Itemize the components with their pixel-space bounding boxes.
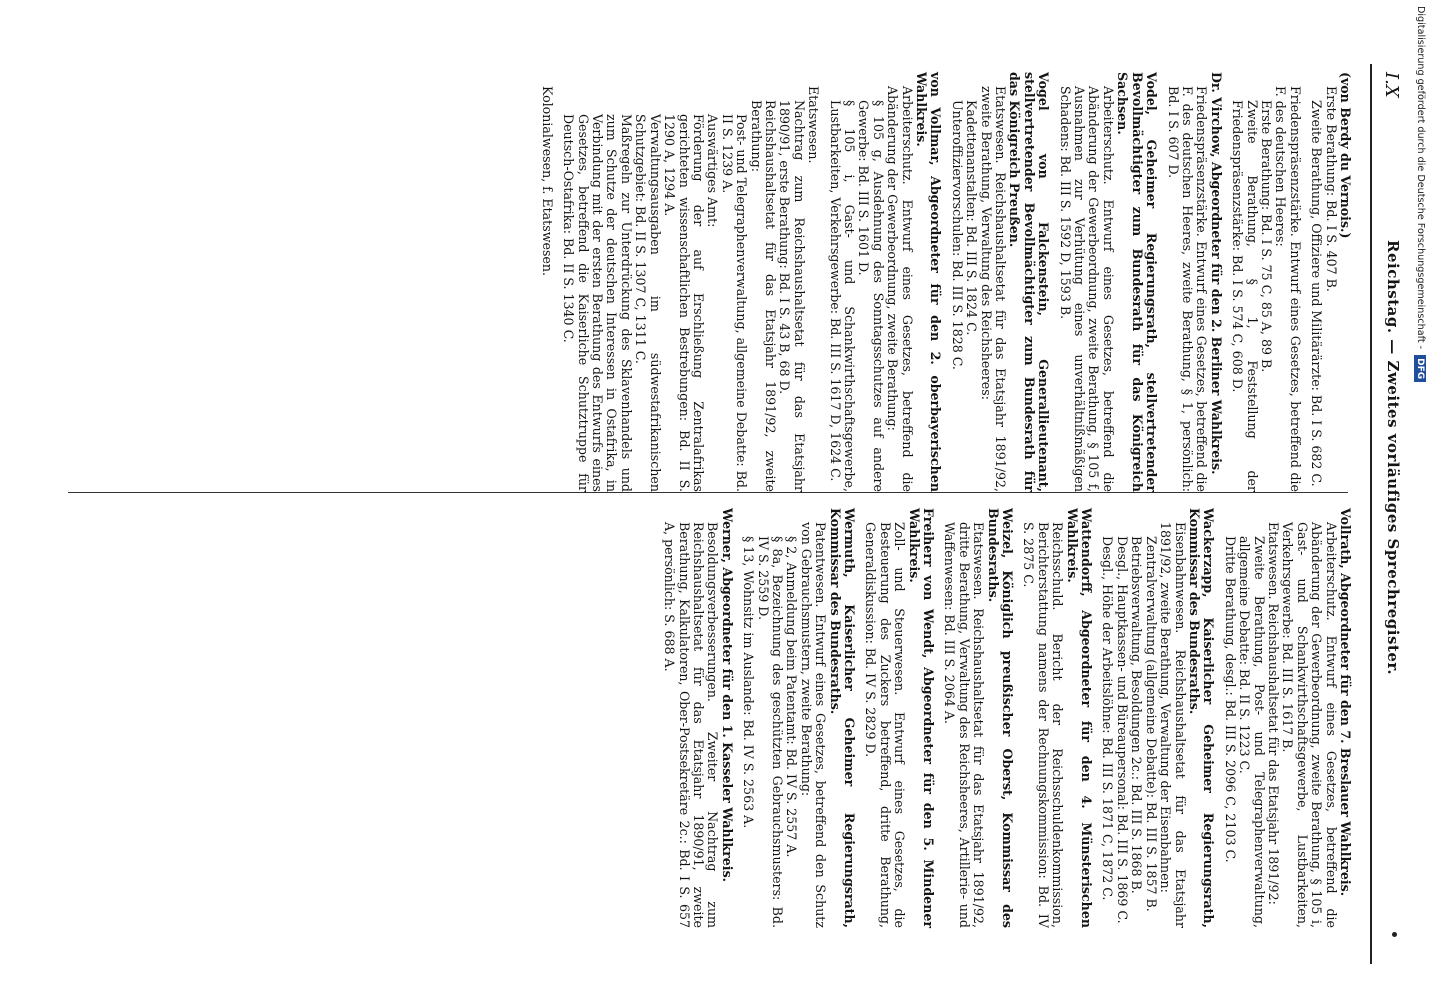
entry-line: Reichshaushaltsetat für das Etatsjahr 1891/92, zweite Berathung: (748, 100, 778, 492)
register-entry (1021, 508, 1093, 928)
speaker-name: Weizel, Königlich preußischer Oberst, Kommissar des Bundesraths. (985, 508, 1016, 928)
register-entry (1309, 72, 1352, 492)
entry-line: Besoldungsverbesserungen. Zweiter Nachtrag zum Reichshaushaltsetat für das Etatsjahr 1890/91, zweite Berathung, Kalkulatoren, Ober-Postsekretäre 2c.: Bd. I S. 657 A, persönlich: S. 688 A. (662, 522, 721, 928)
entry-line: Kolonialwesen, f. Etatswesen. (539, 86, 555, 276)
register-entry (741, 508, 856, 928)
digitization-note (1413, 6, 1427, 986)
speaker-name: Freiherr von Wendt, Abgeordneter für den 5. Mindener Wahlkreis. (906, 508, 937, 928)
register-entry (539, 72, 553, 492)
entry-line: Dritte Berathung, desgl.: Bd. III S. 2096 C, 2103 C. (1222, 536, 1238, 863)
entry-line: Reichsschuld. Bericht der Reichsschuldenkommission, Berichterstattung namens der Rechnungskommission: Bd. IV S. 2875 C. (1021, 522, 1066, 928)
entry-line: Patentwesen. Entwurf eines Gesetzes, betreffend den Schutz von Gebrauchsmustern, zweite Berathung: (798, 522, 829, 928)
page-number: I.X (1381, 72, 1402, 98)
register-entry (1100, 508, 1215, 928)
register-entry (662, 508, 734, 928)
entry-line: Nachtrag zum Reichshaushaltsetat für das Etatsjahr 1890/91, erste Berathung: Bd. I S. 43 B, 68 D. (777, 100, 807, 492)
speaker-name: Vodel, Geheimer Regierungsrath, stellvertretender Bevollmächtigter zum Bundesrath für das Königreich Sachsen. (1115, 72, 1160, 492)
speaker-name: Wattendorff, Abgeordneter für den 4. Münsterischen Wahlkreis. (1064, 508, 1095, 928)
register-entry (1230, 72, 1302, 492)
register-entry (949, 72, 1050, 492)
register-entry (1165, 72, 1223, 492)
left-column (72, 72, 1352, 492)
entry-line: Eisenbahnwesen. Reichshaushaltsetat für das Etatsjahr 1891/92, zweite Berathung, Verwaltung der Eisenbahnen: (1158, 522, 1188, 928)
header-rule (1370, 64, 1372, 964)
entry-line: Arbeiterschutz. Entwurf eines Gesetzes, betreffend die Abänderung der Gewerbeordnung, zweite Berathung, § 105 f, Ausnahmen zur Verhütung eines unverhältnißmäßigen Schadens: Bd. III S. 1592 D, 1593 B. (1057, 86, 1116, 492)
entry-line: Kadettenanstalten: Bd. III S. 1824 C. (964, 100, 980, 336)
column-divider (68, 492, 1348, 493)
entry-line: Zentralverwaltung (allgemeine Debatte): Bd. III S. 1857 B. (1143, 536, 1159, 912)
speaker-name: Dr. Virchow, Abgeordneter für den 2. Berliner Wahlkreis. (1208, 72, 1224, 475)
entry-line: Etatswesen. Reichshaushaltsetat für das Etatsjahr 1891/92, dritte Berathung, Verwaltung des Reichsheeres, Artillerie- und Waffenwesen: Bd. III S. 2064 A. (942, 522, 987, 928)
right-column (72, 508, 1352, 928)
dfg-logo: DFG (1414, 355, 1426, 382)
entry-line: Desgl., Höhe der Arbeitslöhne: Bd. III S. 1871 C, 1872 C. (1100, 536, 1116, 901)
register-entry (827, 72, 942, 492)
speaker-name: von Vollmar, Abgeordneter für den 2. oberbayerischen Wahlkreis. (914, 72, 944, 492)
speaker-name: Wermuth, Kaiserlicher Geheimer Regierungsrath, Kommissar des Bundesraths. (827, 508, 857, 928)
entry-line: Arbeiterschutz. Entwurf eines Gesetzes, betreffend die Abänderung der Gewerbeordnung, zweite Berathung, § 105 i, Gast- und Schankwirthschaftsgewerbe, Lustbarkeiten, Verkehrsgewerbe: Bd. III S. 1617 B. (1280, 522, 1339, 928)
entry-line: Desgl., Hauptkassen- und Büreaupersonal: Bd. III S. 1869 C. (1114, 536, 1130, 924)
entry-line: Etatswesen. Reichshaushaltsetat für das Etatsjahr 1891/92: (1265, 522, 1281, 905)
speaker-name: Vogel von Falckenstein, Generallieutenant, stellvertretender Bevollmächtigter zum Bundesrath für das Königreich Preußen. (1007, 72, 1052, 492)
entry-line: Zweite Berathung, Offiziere und Militärärzte: Bd. I S. 682 C. (1309, 100, 1325, 487)
entry-line: Etatswesen. (806, 86, 822, 164)
register-entry (1222, 508, 1352, 928)
entry-line: Auswärtiges Amt: (705, 114, 721, 228)
entry-line: § 13, Wohnsitz im Auslande: Bd. IV S. 2563 A. (741, 536, 757, 829)
register-entry (561, 72, 820, 492)
digitization-note-text: Digitalisierung gefördert durch die Deutsche Forschungsgemeinschaft - (1415, 6, 1426, 350)
entry-line: Verwaltungsausgaben im südwestafrikanischen Schutzgebiet: Bd. II S. 1307 C, 1311 C. (633, 114, 663, 492)
entry-line: Friedenspräsenzstärke. Entwurf eines Gesetzes, betreffend die F. des deutschen Heeres: (1273, 86, 1303, 492)
speaker-name: Vollrath, Abgeordneter für den 7. Breslauer Wahlkreis. (1338, 508, 1353, 897)
entry-line: Zweite Berathung, § 1, Feststellung der Friedenspräsenzstärke: Bd. I S. 574 C, 608 D. (1230, 100, 1260, 492)
register-entry (863, 508, 935, 928)
entry-line: Betriebsverwaltung, Besoldungen 2c.: Bd. III S. 1868 B. (1129, 536, 1145, 894)
entry-line: Förderung der auf Erschließung Zentralafrikas gerichteten wissenschaftlichen Bestrebungen: Bd. II S. 1290 A, 1294 A. (662, 114, 706, 492)
scan-speck (1392, 932, 1397, 937)
entry-line: Zoll- und Steuerwesen. Entwurf eines Gesetzes, die Besteuerung des Zuckers betreffend, dritte Berathung, Generaldiskussion: Bd. IV S. 2829 D. (863, 522, 908, 928)
entry-line: § 2, Anmeldung beim Patentamt: Bd. IV S. 2557 A. (784, 536, 800, 858)
entry-line: Unteroffiziervorschulen: Bd. III S. 1828 C. (949, 100, 965, 370)
entry-line: Friedenspräsenzstärke. Entwurf eines Gesetzes, betreffend die F. des deutschen Heeres, zweite Berathung, § 1, persönlich: Bd. I S. 607 D. (1165, 86, 1210, 492)
entry-line: Erste Berathung: Bd. I S. 75 C, 85 A, 89 B. (1258, 100, 1274, 373)
register-entry (1057, 72, 1158, 492)
entry-line: Maßregeln zur Unterdrückung des Sklavenhandels und zum Schutze der deutschen Interessen in Ostafrika, in Verbindung mit der ersten Berathung des Entwurfs eines Gesetzes, betreffend die Kaiserliche Schutztruppe für Deutsch-Ostafrika: Bd. II S. 1340 C. (561, 114, 634, 492)
entry-line: § 105 i, Gast- und Schankwirthschaftsgewerbe, Lustbarkeiten, Verkehrsgewerbe: Bd. III S. 1617 D, 1624 C. (827, 100, 857, 492)
page-title: Reichstag. — Zweites vorläufiges Sprechregister. (1384, 240, 1402, 676)
speaker-name: Wackerzapp, Kaiserlicher Geheimer Regierungsrath, Kommissar des Bundesraths. (1186, 508, 1217, 928)
speaker-name: (von Berdy du Vernois.) (1338, 72, 1353, 239)
speaker-name: Werner, Abgeordneter für den 1. Kasseler Wahlkreis. (719, 508, 735, 883)
entry-line: Zweite Berathung, Post- und Telegraphenverwaltung, allgemeine Debatte: Bd. II S. 1223 C. (1237, 536, 1267, 928)
entry-line: Post- und Telegraphenverwaltung, allgemeine Debatte: Bd. II S. 1239 A. (719, 114, 750, 492)
entry-line: § 8a, Bezeichnung des geschützten Gebrauchsmusters: Bd. IV S. 2559 D. (755, 536, 785, 928)
entry-line: Etatswesen. Reichshaushaltsetat für das Etatsjahr 1891/92, zweite Berathung, Verwaltung des Reichsheeres: (978, 86, 1009, 492)
entry-line: § 105 g, Ausdehnung des Sonntagsschutzes auf andere Gewerbe: Bd. III S. 1601 D. (856, 100, 886, 492)
entry-line: Erste Berathung: Bd. I S. 407 B. (1323, 86, 1339, 292)
register-entry (942, 508, 1014, 928)
entry-line: Arbeiterschutz. Entwurf eines Gesetzes, betreffend die Abänderung der Gewerbeordnung, zweite Berathung: (885, 86, 915, 492)
